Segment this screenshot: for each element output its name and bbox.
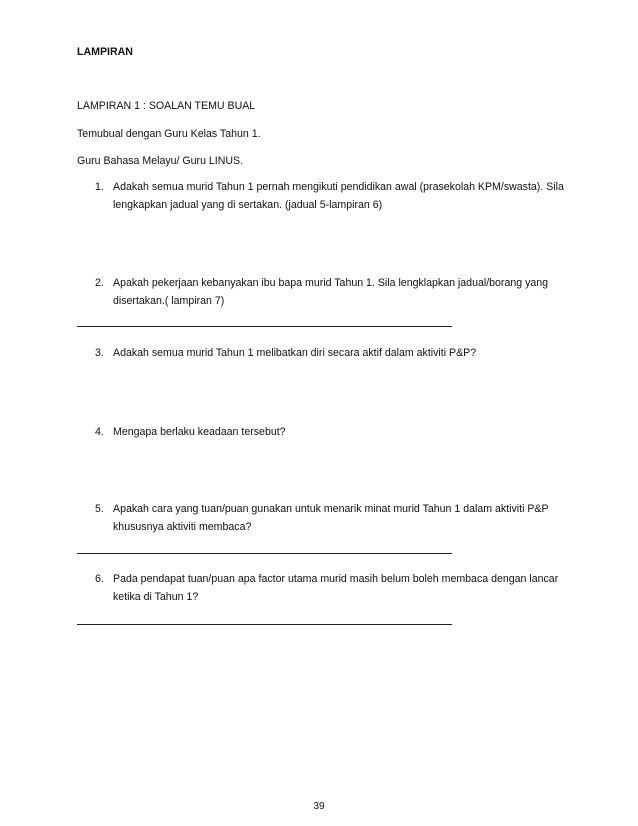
question-text: disertakan.( lampiran 7)	[113, 295, 225, 307]
intro-line: Temubual dengan Guru Kelas Tahun 1.	[77, 128, 261, 140]
question-text: lengkapkan jadual yang di sertakan. (jadual 5-lampiran 6)	[113, 199, 383, 211]
question-text: khususnya aktiviti membaca?	[113, 521, 252, 533]
answer-rule	[77, 553, 452, 554]
answer-rule	[77, 326, 452, 327]
question-text: ketika di Tahun 1?	[113, 591, 199, 603]
page-heading: LAMPIRAN	[77, 46, 133, 58]
question-text: Mengapa berlaku keadaan tersebut?	[113, 426, 286, 438]
question-text: Pada pendapat tuan/puan apa factor utama murid masih belum boleh membaca dengan lancar	[113, 573, 559, 585]
question-text: Apakah cara yang tuan/puan gunakan untuk menarik minat murid Tahun 1 dalam aktiviti P&P	[113, 503, 549, 515]
question-number: 6.	[95, 573, 104, 585]
question-text: Adakah semua murid Tahun 1 melibatkan diri secara aktif dalam aktiviti P&P?	[113, 347, 477, 359]
answer-rule	[77, 624, 452, 625]
question-text: Adakah semua murid Tahun 1 pernah mengikuti pendidikan awal (prasekolah KPM/swasta). Sila	[113, 181, 564, 193]
question-number: 2.	[95, 277, 104, 289]
question-text: Apakah pekerjaan kebanyakan ibu bapa murid Tahun 1. Sila lengklapkan jadual/borang yang	[113, 277, 549, 289]
intro-line: Guru Bahasa Melayu/ Guru LINUS.	[77, 155, 244, 167]
question-number: 3.	[95, 347, 104, 359]
question-number: 1.	[95, 181, 104, 193]
question-number: 4.	[95, 426, 104, 438]
page-number: 39	[313, 801, 325, 812]
question-number: 5.	[95, 503, 104, 515]
appendix-title: LAMPIRAN 1 : SOALAN TEMU BUAL	[77, 100, 256, 112]
